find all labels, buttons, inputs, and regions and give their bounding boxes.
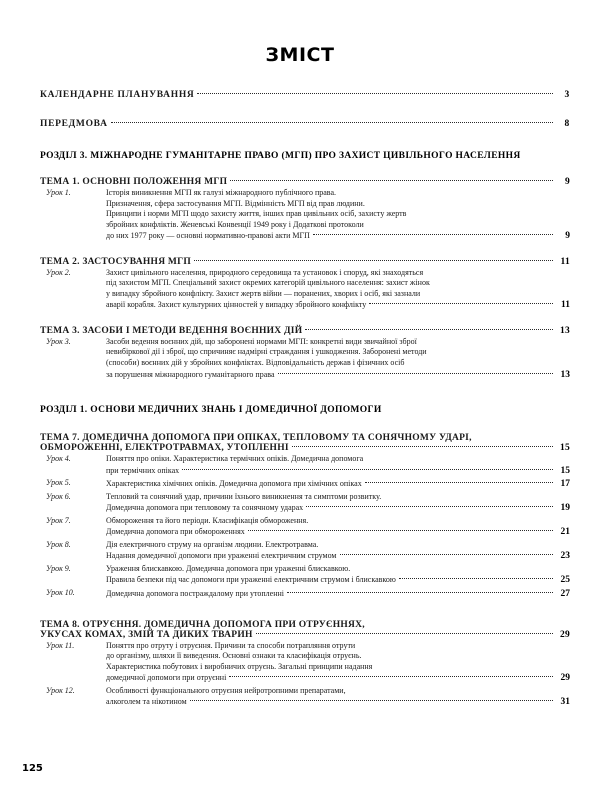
lesson-line: Засоби ведення воєнних дій, що заборонені нормами МГП: конкретні види звичайної зброї xyxy=(106,336,417,346)
dot-leader xyxy=(305,329,553,330)
lesson-label: Урок 4. xyxy=(46,454,71,464)
dot-leader xyxy=(256,633,553,634)
lesson-line: Призначення, сфера застосування МГП. Відмінність МГП від прав людини. xyxy=(106,198,365,208)
lesson-line: Тепловий та сонячний удар, причини їхнього виникнення та симптоми розвитку. xyxy=(106,491,382,501)
lesson-page: 11 xyxy=(561,300,570,311)
lesson-row[interactable] xyxy=(40,588,570,601)
lesson-label: Урок 8. xyxy=(46,539,71,549)
theme-title-line2: УКУСАХ КОМАХ, ЗМІЙ ТА ДИКИХ ТВАРИН xyxy=(40,629,253,640)
theme-title: ТЕМА 1. ОСНОВНІ ПОЛОЖЕННЯ МГП xyxy=(40,177,228,187)
lesson-line: Принципи і норми МГП щодо захисту життя, інших прав цивільних осіб, захисту жертв xyxy=(106,209,407,219)
dot-leader xyxy=(248,530,553,531)
spacer xyxy=(40,314,570,326)
lesson-label: Урок 5. xyxy=(46,478,71,488)
folio-page-number: 125 xyxy=(22,763,43,774)
lesson-label: Урок 7. xyxy=(46,515,71,525)
lesson-row[interactable] xyxy=(40,641,570,685)
lesson-body xyxy=(106,641,570,685)
toc-entry-label: ПЕРЕДМОВА xyxy=(40,119,108,129)
lesson-row[interactable] xyxy=(40,516,570,539)
lesson-body xyxy=(106,268,570,312)
lesson-label: Урок 1. xyxy=(46,188,71,197)
lesson-body xyxy=(106,540,570,563)
lesson-line: Історія виникнення МГП як галузі міжнародного публічного права. xyxy=(106,188,336,197)
lesson-line: під захистом МГП. Спеціальний захист окремих категорій цивільного населення: захист жінок xyxy=(106,278,430,288)
dot-leader xyxy=(182,469,553,470)
lesson-page: 13 xyxy=(560,369,570,380)
lesson-page: 17 xyxy=(560,479,570,490)
lesson-label: Урок 6. xyxy=(46,491,71,501)
theme-title-line1: ТЕМА 7. ДОМЕДИЧНА ДОПОМОГА ПРИ ОПІКАХ, ТЕПЛОВОМУ ТА СОНЯЧНОМУ УДАРІ, xyxy=(40,433,472,444)
lesson-page: 27 xyxy=(560,588,570,599)
lesson-line: Правила безпеки під час допомоги при ураженні електричним струмом і блискавкою xyxy=(106,575,396,585)
lesson-line: до них 1977 року — основні нормативно-правові акти МГП xyxy=(106,231,310,241)
spacer xyxy=(40,603,570,620)
lesson-label: Урок 11. xyxy=(46,640,75,650)
lesson-row[interactable] xyxy=(40,188,570,243)
dot-leader xyxy=(399,578,553,579)
part-heading-2: РОЗДІЛ 1. ОСНОВИ МЕДИЧНИХ ЗНАНЬ І ДОМЕДИЧНОЇ ДОПОМОГИ xyxy=(40,405,382,416)
lesson-page: 21 xyxy=(560,527,570,538)
dot-leader xyxy=(306,506,553,507)
lesson-line: Надання домедичної допомоги при ураженні електричним струмом xyxy=(106,551,337,561)
lesson-line: алкоголем та нікотином xyxy=(106,697,187,707)
lesson-line: Ураження блискавкою. Домедична допомога при ураженні блискавкою. xyxy=(106,563,351,573)
lesson-page: 9 xyxy=(565,231,570,242)
lesson-body xyxy=(106,588,570,601)
lesson-line: Домедична допомога постраждалому при утопленні xyxy=(106,588,284,598)
lesson-body xyxy=(106,454,570,477)
theme-entry-1[interactable] xyxy=(40,177,570,243)
toc-body xyxy=(0,90,600,709)
lesson-body xyxy=(106,337,570,381)
lesson-line: Домедична допомога при обмороженнях xyxy=(106,527,245,537)
lesson-body xyxy=(106,492,570,515)
theme-entry-8[interactable] xyxy=(40,620,570,709)
lesson-body xyxy=(106,478,570,491)
dot-leader xyxy=(194,260,553,261)
lesson-line: (способи) воєнних дій у збройних конфліктах. Відповідальність держав і фізичних осіб xyxy=(106,357,405,367)
lesson-body xyxy=(106,564,570,587)
lesson-line: Характеристика хімічних опіків. Домедична допомога при хімічних опіках xyxy=(106,479,362,489)
lesson-line: Обмороження та його періоди. Класифікація обмороження. xyxy=(106,515,309,525)
lesson-line: домедичної допомоги при отруєнні xyxy=(106,673,227,683)
dot-leader xyxy=(229,676,553,677)
theme-page: 9 xyxy=(565,177,570,187)
dot-leader xyxy=(369,303,553,304)
lesson-label: Урок 2. xyxy=(46,267,71,277)
dot-leader xyxy=(190,700,553,701)
lesson-line: у випадку збройного конфлікту. Захист жертв війни — поранених, хворих і осіб, які зазнали xyxy=(106,288,421,298)
lesson-label: Урок 9. xyxy=(46,563,71,573)
theme-page: 29 xyxy=(560,629,570,640)
theme-entry-3[interactable] xyxy=(40,326,570,381)
theme-page: 11 xyxy=(560,256,570,267)
dot-leader xyxy=(111,122,553,123)
lesson-line: аварії корабля. Захист культурних цінностей у випадку збройного конфлікту xyxy=(106,300,367,310)
lesson-line: Поняття про опіки. Характеристика термічних опіків. Домедична допомога xyxy=(106,454,364,464)
lesson-line: до організму, шляхи її виведення. Основні ознаки та класифікація отруєнь. xyxy=(106,651,362,661)
theme-title-line2: ОБМОРОЖЕННІ, ЕЛЕКТРОТРАВМАХ, УТОПЛЕННІ xyxy=(40,443,289,454)
lesson-page: 19 xyxy=(560,503,570,514)
theme-entry-2[interactable] xyxy=(40,257,570,312)
lesson-row[interactable] xyxy=(40,686,570,709)
toc-entry-calendar-planning[interactable] xyxy=(40,90,570,100)
lesson-line: невибіркової дії і зброї, що спричиняє надмірні страждання і ушкодження. Заборонені методи xyxy=(106,347,427,357)
dot-leader xyxy=(313,234,553,235)
lesson-page: 29 xyxy=(560,673,570,684)
lesson-line: Домедична допомога при тепловому та сонячному ударах xyxy=(106,503,304,513)
lesson-page: 15 xyxy=(560,465,570,476)
lesson-label: Урок 12. xyxy=(46,685,75,695)
dot-leader xyxy=(230,180,553,181)
lesson-line: Характеристика побутових і виробничих отруєнь. Загальні принципи надання xyxy=(106,661,373,671)
lesson-body xyxy=(106,516,570,539)
lesson-line: Захист цивільного населення, природного середовища та установок і споруд, які знаходяться xyxy=(106,267,424,277)
theme-title: ТЕМА 3. ЗАСОБИ І МЕТОДИ ВЕДЕННЯ ВОЄННИХ ДІЙ xyxy=(40,325,303,336)
dot-leader xyxy=(292,446,553,447)
lesson-row[interactable] xyxy=(40,492,570,515)
lesson-row[interactable] xyxy=(40,454,570,477)
lesson-label: Урок 3. xyxy=(46,336,71,346)
lesson-page: 31 xyxy=(560,697,570,708)
theme-entry-7[interactable] xyxy=(40,433,570,600)
lesson-row[interactable] xyxy=(40,564,570,587)
lesson-row[interactable] xyxy=(40,337,570,381)
toc-entry-preface[interactable] xyxy=(40,119,570,129)
theme-title-line1: ТЕМА 8. ОТРУЄННЯ. ДОМЕДИЧНА ДОПОМОГА ПРИ ОТРУЄННЯХ, xyxy=(40,619,365,630)
lesson-line: Особливості функціонального отруєння нейротропними препаратами, xyxy=(106,685,346,695)
theme-page: 15 xyxy=(560,443,570,454)
lesson-line: Дія електричного струму на організм людини. Електротравма. xyxy=(106,539,319,549)
lesson-body xyxy=(106,686,570,709)
lesson-row[interactable] xyxy=(40,540,570,563)
lesson-page: 25 xyxy=(560,575,570,586)
lesson-page: 23 xyxy=(560,551,570,562)
dot-leader xyxy=(287,592,553,593)
dot-leader xyxy=(365,482,553,483)
toc-entry-page: 8 xyxy=(564,119,570,129)
toc-entry-page: 3 xyxy=(564,90,570,100)
dot-leader xyxy=(340,554,554,555)
dot-leader xyxy=(197,93,553,94)
page-title: ЗМІСТ xyxy=(265,44,335,66)
lesson-line: Поняття про отруту і отруєння. Причини та способи потрапляння отрути xyxy=(106,640,356,650)
dot-leader xyxy=(278,373,554,374)
lesson-row[interactable] xyxy=(40,478,570,491)
part-heading-1: РОЗДІЛ 3. МІЖНАРОДНЕ ГУМАНІТАРНЕ ПРАВО (МГП) ПРО ЗАХИСТ ЦИВІЛЬНОГО НАСЕЛЕННЯ xyxy=(40,151,521,161)
lesson-label: Урок 10. xyxy=(46,587,75,597)
toc-entry-label: КАЛЕНДАРНЕ ПЛАНУВАННЯ xyxy=(40,90,195,100)
theme-page: 13 xyxy=(560,325,570,336)
lesson-line: при термічних опіках xyxy=(106,465,180,475)
lesson-line: збройних конфліктів. Женевські Конвенції 1949 року і Додаткові протоколи xyxy=(106,219,364,229)
theme-title: ТЕМА 2. ЗАСТОСУВАННЯ МГП xyxy=(40,256,192,267)
lesson-line: за порушення міжнародного гуманітарного права xyxy=(106,369,275,379)
spacer xyxy=(40,245,570,257)
lesson-body xyxy=(106,188,570,243)
lesson-row[interactable] xyxy=(40,268,570,312)
